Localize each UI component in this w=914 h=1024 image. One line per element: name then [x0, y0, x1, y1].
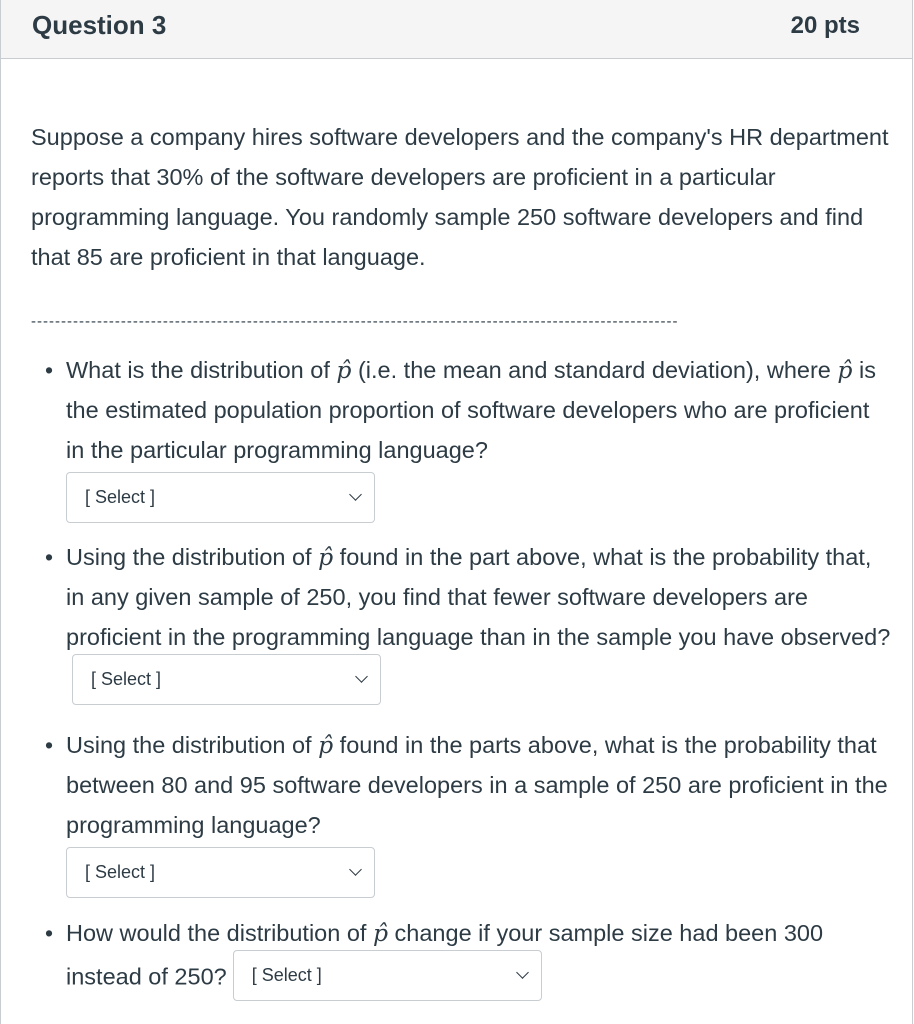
p-hat-symbol: p̂ [837, 356, 853, 384]
p-hat-symbol: p̂ [318, 543, 334, 571]
question-intro-text: Suppose a company hires software developers and the company's HR department reports that 30% of the software developers are proficient in a particular programming language. You randomly sample 250 software developers and find that 85 are proficient in that language. [31, 124, 889, 270]
bullet-dot: • [45, 544, 54, 570]
question-title: Question 3 [32, 10, 167, 40]
select-placeholder: [ Select ] [251, 965, 322, 985]
dashed-divider: ------------------------------------------------------------------------------------------------------------ [31, 313, 679, 330]
select-placeholder: [ Select ] [85, 487, 156, 507]
part-1-text-before: What is the distribution of [66, 357, 337, 383]
bullet-dot: • [45, 920, 54, 946]
question-parts-list [31, 350, 891, 1004]
chevron-down-icon [516, 966, 529, 979]
question-part-3 [31, 725, 891, 913]
chevron-down-icon [355, 670, 368, 683]
select-placeholder: [ Select ] [85, 862, 156, 882]
part-2-answer-select[interactable] [72, 654, 381, 705]
part-4-text-before: How would the distribution of [66, 920, 373, 946]
part-3-text-before: Using the distribution of [66, 732, 319, 758]
part-1-text-middle: (i.e. the mean and standard deviation), where [351, 357, 838, 383]
chevron-down-icon [349, 488, 362, 501]
chevron-down-icon [349, 863, 362, 876]
bullet-dot: • [45, 357, 54, 383]
select-placeholder: [ Select ] [91, 669, 162, 689]
p-hat-symbol: p̂ [372, 919, 389, 947]
bullet-dot: • [45, 732, 54, 758]
part-1-answer-select[interactable] [66, 472, 375, 523]
part-1-text-after: is the estimated population proportion of software developers who are proficient in the particular programming language? [66, 357, 876, 463]
part-3-text-after: found in the parts above, what is the probability that between 80 and 95 software developers in a sample of 250 are proficient in the programming language? [66, 732, 888, 838]
part-3-answer-select[interactable] [66, 847, 375, 898]
question-part-2 [31, 537, 891, 725]
p-hat-symbol: p̂ [318, 731, 334, 759]
question-points: 20 pts [790, 12, 860, 39]
question-part-4 [31, 913, 891, 1004]
question-header [1, 0, 912, 59]
part-2-text-after: found in the part above, what is the probability that, in any given sample of 250, you find that fewer software developers are proficient in the programming language than in the sample you have observed? [66, 544, 891, 650]
part-4-answer-select[interactable] [233, 950, 542, 1001]
part-2-text-before: Using the distribution of [66, 544, 319, 570]
question-part-1 [31, 350, 891, 537]
part-4-text-after: change if your sample size had been 300 instead of 250? [66, 920, 824, 990]
p-hat-symbol: p̂ [336, 356, 352, 384]
